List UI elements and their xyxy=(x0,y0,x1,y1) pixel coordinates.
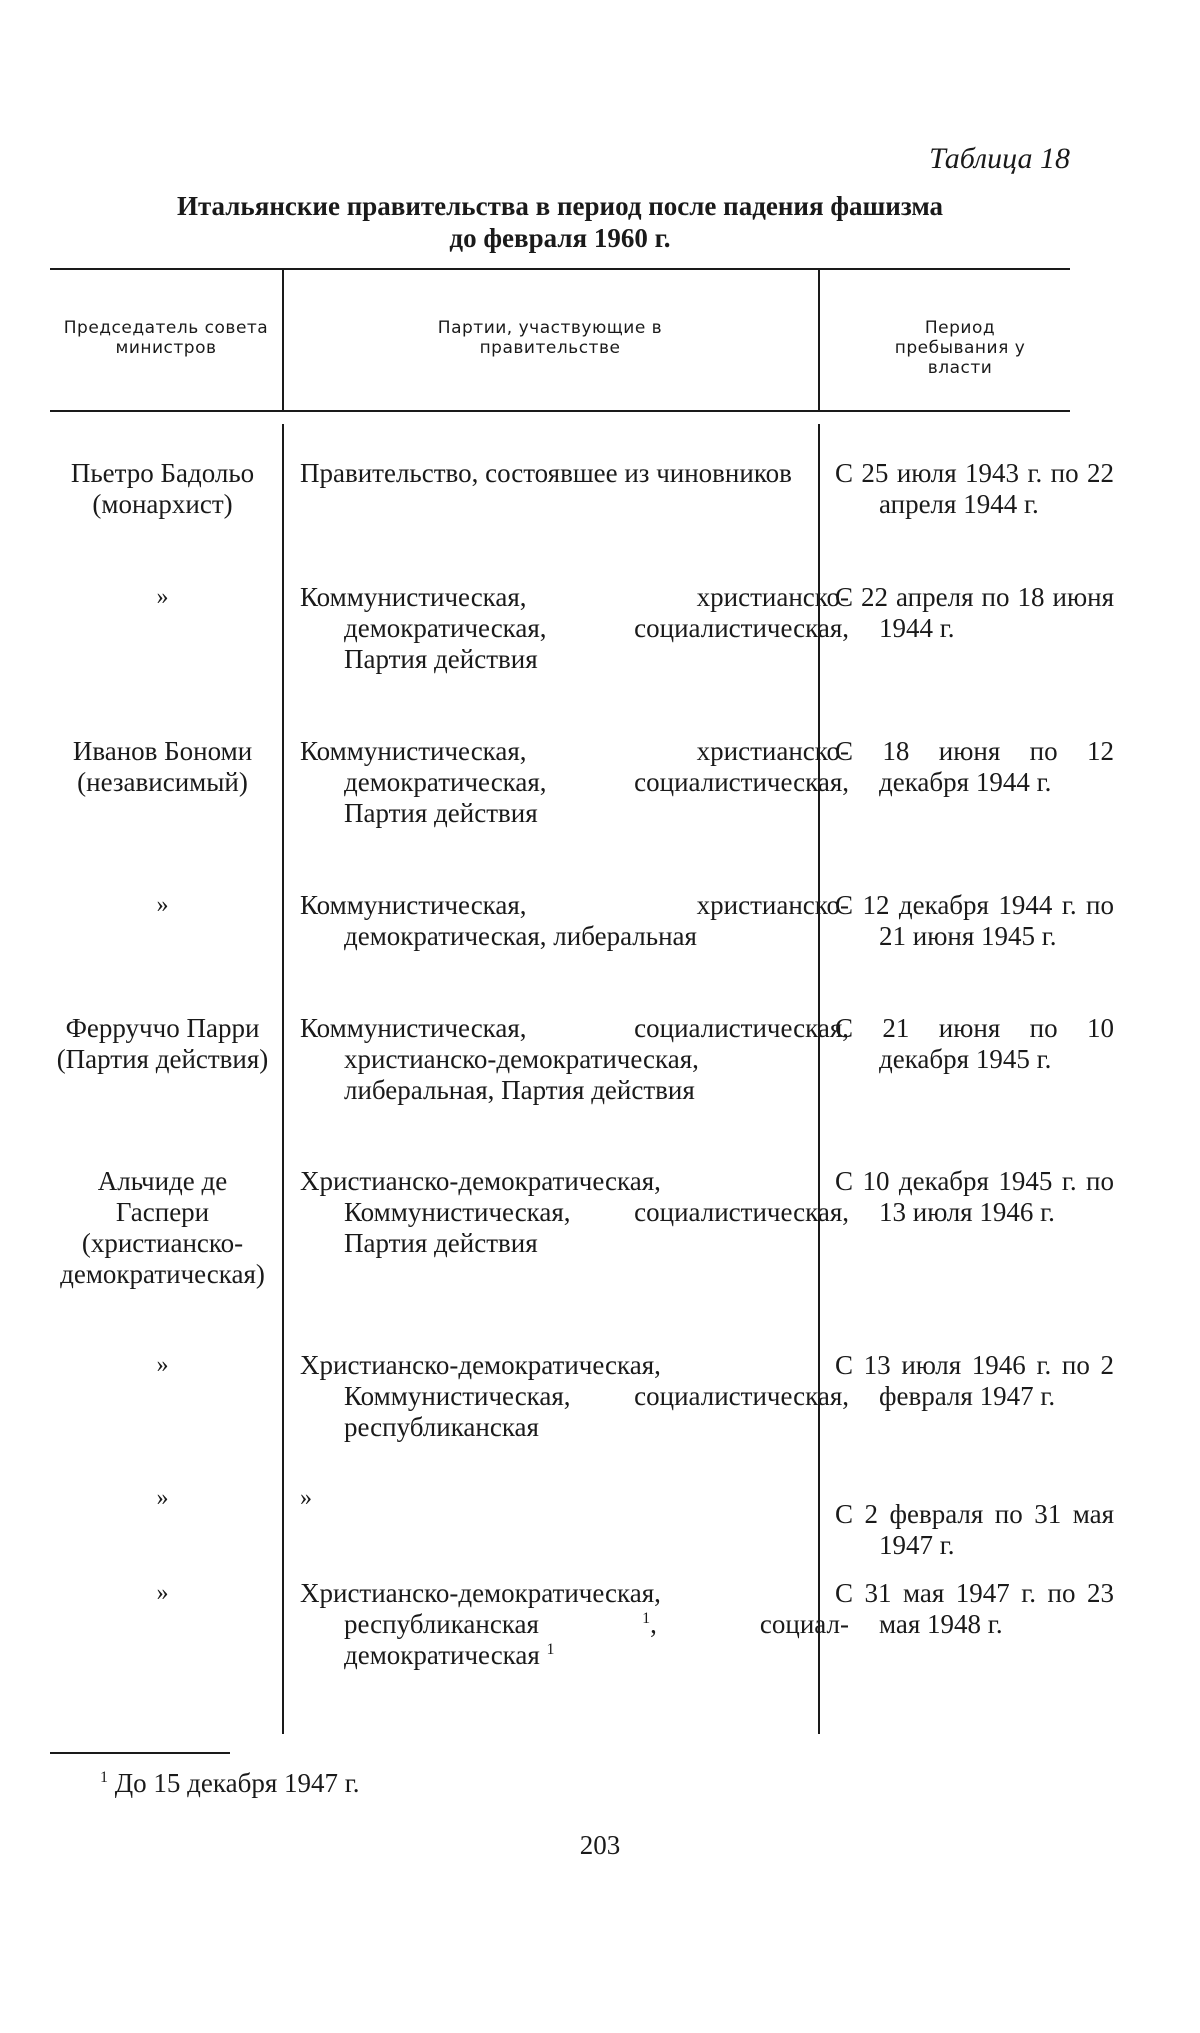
ditto-mark: » xyxy=(156,1352,169,1378)
footnote-marker: 1 xyxy=(642,1610,651,1627)
ditto-mark: » xyxy=(156,1580,169,1606)
column-divider-1 xyxy=(282,424,284,1734)
premier-cell xyxy=(50,1350,275,1381)
table-title-line-2: до февраля 1960 г. xyxy=(449,223,671,253)
table-top-rule xyxy=(50,268,1070,270)
parties-cell: Христианско-демократическая, Коммунистическая, социалистическая, Партия действия xyxy=(300,1166,849,1258)
header-column-divider-1 xyxy=(282,268,284,410)
parties-text: , социал-демократическая xyxy=(344,1609,849,1670)
page-number: 203 xyxy=(579,1830,621,1860)
table-title xyxy=(50,190,1070,254)
ditto-mark: » xyxy=(156,892,169,918)
period-cell: С 10 декабря 1945 г. по 13 июля 1946 г. xyxy=(835,1166,1114,1227)
column-header-premier: Председатель совета министров xyxy=(63,318,269,358)
parties-cell: Коммунистическая, христианско-демократическая, социалистическая, Партия действия xyxy=(300,736,849,828)
header-column-divider-2 xyxy=(818,268,820,410)
header-bottom-rule xyxy=(50,410,1070,412)
ditto-mark: » xyxy=(156,584,169,610)
table-title-line-1: Итальянские правительства в период после падения фашизма xyxy=(176,191,944,221)
premier-cell: Альчиде де Гаспери (христианско-демократическая) xyxy=(60,1166,265,1289)
footnote-text: До 15 декабря 1947 г. xyxy=(114,1768,360,1798)
period-cell: С 21 июня по 10 декабря 1945 г. xyxy=(835,1013,1114,1074)
parties-cell: Коммунистическая, христианско-демократическая, социалистическая, Партия действия xyxy=(300,582,849,674)
column-header-parties: Партии, участвующие в правительстве xyxy=(437,318,663,358)
footnote-rule xyxy=(50,1752,230,1754)
premier-cell: Иванов Бономи (независимый) xyxy=(72,736,253,797)
period-cell: С 18 июня по 12 декабря 1944 г. xyxy=(835,736,1114,797)
premier-cell: Ферруччо Парри (Партия действия) xyxy=(56,1013,269,1074)
parties-text: Христианско-демократическая, республиканская xyxy=(300,1578,661,1639)
period-cell: С 2 февраля по 31 мая 1947 г. xyxy=(835,1499,1114,1560)
ditto-mark: » xyxy=(156,1485,169,1511)
governments-table xyxy=(50,268,1114,1738)
period-cell: С 13 июля 1946 г. по 2 февраля 1947 г. xyxy=(835,1350,1114,1411)
premier-cell xyxy=(50,582,275,613)
parties-cell xyxy=(300,1483,805,1514)
parties-cell: Правительство, состоявшее из чиновников xyxy=(300,458,792,488)
parties-cell: Коммунистическая, христианско-демократическая, либеральная xyxy=(300,890,849,951)
footnote-marker: 1 xyxy=(100,1769,108,1786)
premier-cell: Пьетро Бадольо (монархист) xyxy=(70,458,255,519)
premier-cell xyxy=(50,1578,275,1609)
column-header-period: Период пребывания у власти xyxy=(894,318,1026,378)
ditto-mark: » xyxy=(300,1485,312,1511)
footnote xyxy=(100,1768,360,1799)
table-label: Таблица 18 xyxy=(929,142,1070,175)
premier-cell xyxy=(50,890,275,921)
parties-cell xyxy=(300,1578,849,1671)
period-cell: С 25 июля 1943 г. по 22 апреля 1944 г. xyxy=(835,458,1114,519)
parties-cell: Христианско-демократическая, Коммунистическая, социалистическая, республиканская xyxy=(300,1350,849,1442)
premier-cell xyxy=(50,1483,275,1514)
period-cell: С 22 апреля по 18 июня 1944 г. xyxy=(835,582,1114,643)
period-cell: С 31 мая 1947 г. по 23 мая 1948 г. xyxy=(835,1578,1114,1639)
parties-cell: Коммунистическая, социалистическая, христианско-демократическая, либеральная, Партия действия xyxy=(300,1013,849,1105)
footnote-marker: 1 xyxy=(546,1641,555,1658)
period-cell: С 12 декабря 1944 г. по 21 июня 1945 г. xyxy=(835,890,1114,951)
